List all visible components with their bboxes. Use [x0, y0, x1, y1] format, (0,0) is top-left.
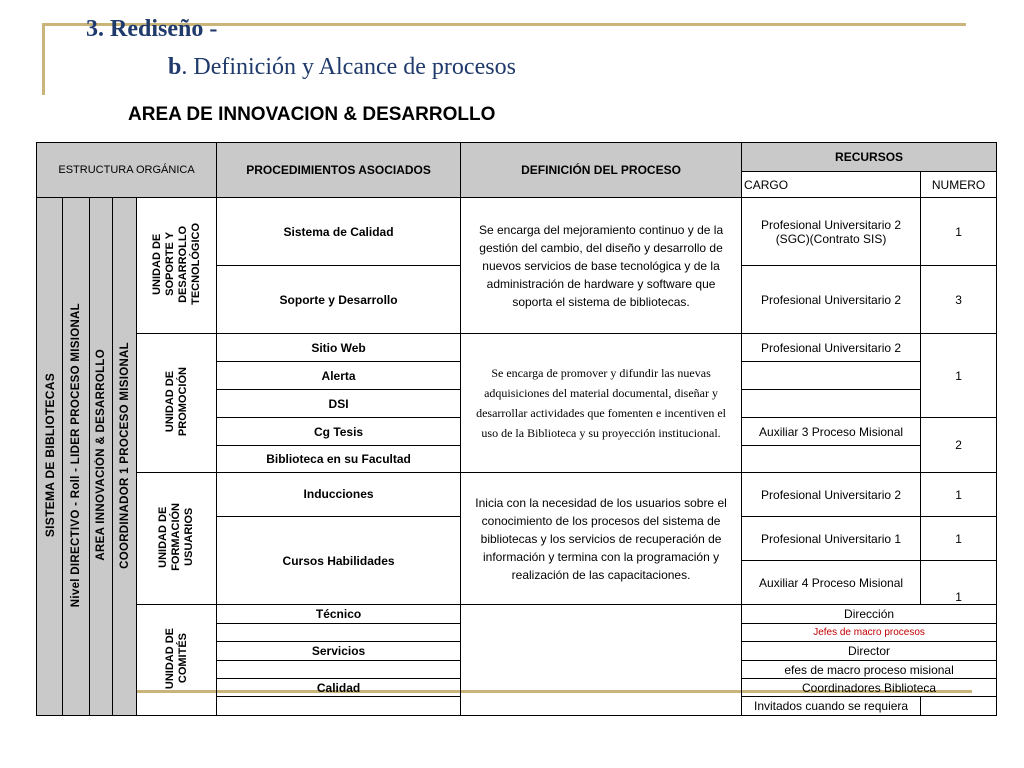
proc-servicios: Servicios: [217, 642, 461, 661]
unit-soporte: [137, 198, 217, 334]
def-formacion: Inicia con la necesidad de los usuarios sobre el conocimiento de los procesos del sistema de bibliotecas y los servicios de recuperación de información y termina con la programación y realización de las capacitaciones.: [461, 473, 742, 605]
numero-n2: 3: [921, 266, 997, 334]
cargo-c10: Director: [742, 642, 997, 661]
numero-n3: 1: [921, 334, 997, 418]
numero-n4: 2: [921, 418, 997, 473]
def-soporte: Se encarga del mejoramiento continuo y de la gestión del cambio, del diseño y desarrollo de nuevos servicios de base tecnológica y de la administración de hardware y software que soporta el sistema de bibliotecas.: [461, 198, 742, 334]
header-procedimientos: PROCEDIMIENTOS ASOCIADOS: [217, 143, 461, 198]
unit-comites-label: UNIDAD DE COMITÉS: [163, 627, 189, 690]
sistema-label: SISTEMA DE BIBLIOTECAS: [42, 372, 57, 538]
area-label: AREA INNOVACIÓN & DESARROLLO: [95, 349, 107, 561]
area-heading: AREA DE INNOVACION & DESARROLLO: [128, 104, 496, 125]
numero-n5: 1: [921, 473, 997, 517]
process-table: [36, 142, 997, 716]
unit-soporte-label: UNIDAD DE SOPORTE Y DESARROLLO TECNOLÓGICO: [150, 223, 202, 305]
cargo-empty-1: [742, 362, 921, 390]
vertical-coordinador: [113, 198, 137, 716]
proc-cg-tesis: Cg Tesis: [217, 418, 461, 446]
unit-formacion-label: UNIDAD DE FORMACIÓN USUARIOS: [157, 503, 196, 571]
def-promocion: Se encarga de promover y difundir las nuevas adquisiciones del material documental, diseñar y desarrollar actividades que fomenten e incentiven el uso de la Biblioteca y su proyección institucional.: [461, 334, 742, 473]
process-table-wrapper: [36, 142, 996, 714]
proc-empty-1: [217, 624, 461, 642]
cargo-c6: Profesional Universitario 1: [742, 517, 921, 561]
proc-cursos-habilidades: Cursos Habilidades: [217, 517, 461, 605]
header-cargo: CARGO: [742, 172, 921, 198]
numero-n6: 1: [921, 517, 997, 561]
header-numero: NUMERO: [921, 172, 997, 198]
cargo-c3: Profesional Universitario 2: [742, 334, 921, 362]
proc-sitio-web: Sitio Web: [217, 334, 461, 362]
unit-promocion-label: UNIDAD DE PROMOCIÓN: [163, 366, 189, 437]
cargo-empty-2: [742, 390, 921, 418]
slide-subtitle: [168, 54, 516, 81]
cargo-c11: efes de macro proceso misional: [742, 661, 997, 679]
coordinador-label: COORDINADOR 1 PROCESO MISIONAL: [118, 341, 131, 569]
proc-inducciones: Inducciones: [217, 473, 461, 517]
proc-soporte-desarrollo: Soporte y Desarrollo: [217, 266, 461, 334]
proc-empty-2: [217, 661, 461, 679]
numero-n7: 1: [921, 561, 997, 605]
slide-title-text: 3. Rediseño -: [86, 16, 218, 42]
cargo-c2: Profesional Universitario 2: [742, 266, 921, 334]
decorative-left-line: [42, 23, 45, 95]
numero-n1: 1: [921, 198, 997, 266]
cargo-c1: Profesional Universitario 2 (SGC)(Contrato SIS): [742, 198, 921, 266]
vertical-nivel-directivo: [63, 198, 90, 716]
cargo-c13: Invitados cuando se requiera: [742, 697, 921, 716]
cargo-c7: Auxiliar 4 Proceso Misional: [742, 561, 921, 605]
header-definicion: DEFINICIÓN DEL PROCESO: [461, 143, 742, 198]
header-recursos: RECURSOS: [742, 143, 997, 172]
cargo-c12: Coordinadores Biblioteca: [742, 679, 997, 697]
vertical-sistema-bibliotecas: [37, 198, 63, 716]
proc-calidad-comite: Calidad: [217, 679, 461, 697]
unit-formacion: [137, 473, 217, 605]
subtitle-letter: b: [168, 54, 182, 80]
header-estructura: ESTRUCTURA ORGÁNICA: [37, 143, 217, 198]
proc-empty-3: [217, 697, 461, 716]
numero-empty: [921, 697, 997, 716]
proc-dsi: DSI: [217, 390, 461, 418]
vertical-area-innovacion: [90, 198, 113, 716]
cargo-c8: Dirección: [742, 605, 997, 624]
cargo-c5: Profesional Universitario 2: [742, 473, 921, 517]
def-comites-empty: [461, 605, 742, 716]
cargo-c9: Jefes de macro procesos: [742, 624, 997, 642]
unit-comites: [137, 605, 217, 716]
proc-biblioteca-facultad: Biblioteca en su Facultad: [217, 446, 461, 473]
slide-title: [86, 16, 217, 43]
subtitle-text: . Definición y Alcance de procesos: [181, 54, 516, 80]
proc-sistema-calidad: Sistema de Calidad: [217, 198, 461, 266]
cargo-c4: Auxiliar 3 Proceso Misional: [742, 418, 921, 446]
proc-alerta: Alerta: [217, 362, 461, 390]
proc-tecnico: Técnico: [217, 605, 461, 624]
nivel-label: Nivel DIRECTIVO - Roll - LIDER PROCESO MISIONAL: [70, 302, 82, 608]
cargo-empty-3: [742, 446, 921, 473]
unit-promocion: [137, 334, 217, 473]
